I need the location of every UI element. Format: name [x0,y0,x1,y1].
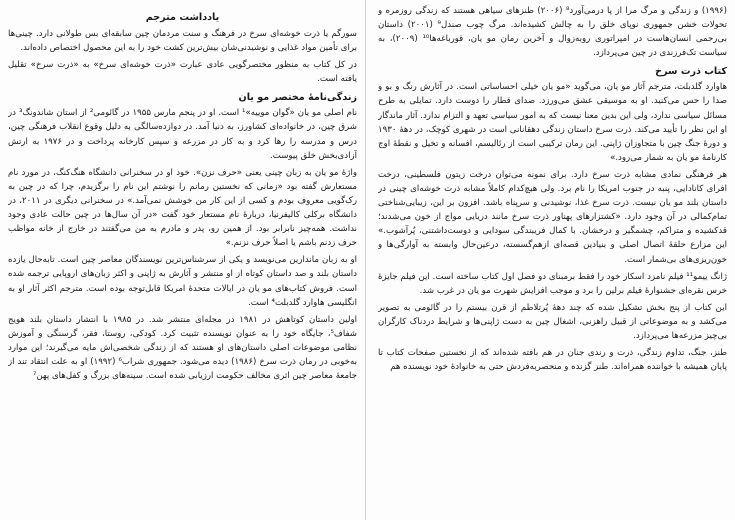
left-page [8,4,357,516]
biography-paragraph-1: نام اصلی مو یان «گوان موییه»¹ است. او در پنجم مارس ۱۹۵۵ در گائومی² از استان شاندونگ³ در شرق چین، در خانواده‌ای کشاورز، به دنیا آمد. در دوازده‌سالگی به دلیل وقوع انقلاب فرهنگی چین، درس و مدرسه را رها کرد و به کار در مزرعه و سپس کارخانه پرداخت و در ۱۹۷۶ به ارتش آزادی‌بخش خلق پیوست. [8,108,357,161]
continuation-paragraph: (۱۹۹۶) و زندگی و مرگ مرا از پا درمی‌آورد⁸ (۲۰۰۶) طنزهای سیاهی هستند که زندگی روزمره و تحولات خشن جمهوری نوپای خلق را به چالش کشیده‌اند. مرگ چوب صندل⁹ (۲۰۰۱) داستان بی‌رحمی انسان‌هاست در امپراتوری روبه‌زوال و آخرین رمان مو یان، قورباغه‌ها¹⁰ (۲۰۰۹)، به سیاست تک‌فرزندی در چین می‌پردازد. [378,6,727,59]
biography-paragraph-3: او به زبان ماندارین می‌نویسد و یکی از سرشناس‌ترین نویسندگان معاصر چین است. تابه‌حال یازده داستان بلند و صد داستان کوتاه از او منتشر و آثارش به ژاپنی و اکثر زبان‌های اروپایی ترجمه شده است. فروش کتاب‌های مو یان در ایالات متحدهٔ امریکا قابل‌توجه بوده است. مترجم اکثر آثار او به انگلیسی هاوارد گلدبلت⁴ است. [8,255,357,308]
translator-note-paragraph-2: در کل کتاب به منظور مختصرگویی عادی عبارت «ذرت خوشه‌ای سرخ» به «ذرت سرخ» تقلیل یافته است. [8,60,357,85]
red-sorghum-paragraph-4: این کتاب از پنج بخش تشکیل شده که چند دههٔ پُرتلاطم از قرن بیستم را در گائومی به تصویر می‌کشد و به موضوعاتی از قبیل راهزنی، اشغال چین به دست ژاپنی‌ها و شرایط دردناک کارگران بی‌چیز مزرعه‌ها می‌پردازد. [378,302,727,341]
red-sorghum-paragraph-5: طنز، جنگ، تداوم زندگی، ذرت و رندی جنان در هم بافته شده‌اند که از نخستین صفحات کتاب تا پایان همیشه با خواننده همراه‌اند. طنز گزنده و منحصربه‌فردش حتی به خانوادهٔ خود نویسنده هم [378,348,727,373]
red-sorghum-paragraph-3: ژانگ ییمو¹¹ فیلم نامزد اسکار خود را فقط برمبنای دو فصل اول کتاب ساخته است. این فیلم جایزهٔ خرس نقره‌ای جشنوارهٔ فیلم برلین را برد و موجب افزایش شهرت مو یان در غرب شد. [378,271,727,296]
biography-heading: زندگی‌نامهٔ مختصر مو یان [238,92,357,104]
red-sorghum-paragraph-2: هر فرهنگی نمادی مشابه ذرت سرخ دارد. برای نمونه می‌توان درخت زیتون فلسطینی، درخت افرای کانادایی، پنبه در جنوب امریکا را نام برد. ولی هیچ‌کدام کاملاً مشابه ذرت خوشه‌ای چینی در داستان بلند مو یان نیست. ذرت سرخ غذا، نوشیدنی و سرپناه باشد. افزون بر این، زیبایی‌شناختی تمام‌کمالی در آن وجود دارد. «کشتزارهای پهناور ذرت سرخ مانند دریایی مواج از خون می‌شدند؛ قدکشیده و متراکم، چشمگیر و درخشان. با کمال فریبندگی سودایی و دوست‌داشتنی، پُرآشوب.» این مزارع حلقهٔ اتصال اصلی و بنیادین قصه‌ای ازهم‌گسسته، درعین‌حال وابسته به آوارگی‌ها و خون‌ریزی‌های بی‌شمار است. [378,169,727,265]
biography-paragraph-4: اولین داستان کوتاهش در ۱۹۸۱ در مجله‌ای منتشر شد. در ۱۹۸۵ با انتشار داستان بلند هویج شفاف⁵، جایگاه خود را به عنوان نویسنده تثبیت کرد. کودکی، روستا، فقر، گرسنگی و آموزش نظامی موضوعات اصلی داستان‌های او هستند که از زندگی شخصی‌اش مایه می‌گیرند؛ این موارد به‌خوبی در رمان ذرت سرخ (۱۹۸۶) دیده می‌شود. جمهوری شراب⁶ (۱۹۹۲) او به علت انتقاد تند از جامعهٔ معاصر چین اثری مخالف حکومت ارزیابی شده است. سینه‌های بزرگ و کفل‌های پهن⁷ [8,314,357,382]
right-page [378,4,727,516]
translator-note-title: یادداشت مترجم [145,12,220,23]
translator-note-paragraph-1: سورگم یا ذرت خوشه‌ای سرخ در فرهنگ و سنت مردمان چین سابقه‌ای بس طولانی دارد. چینی‌ها برای تأمین مواد غذایی و نوشیدنی‌شان بیش‌ترین کشت خود را به این محصول اختصاص داده‌اند. [8,29,357,54]
red-sorghum-paragraph-1: هاوارد گلدبلت، مترجم آثار مو یان، می‌گوید «مو یان خیلی احساساتی است. در آثارش رنگ و بو و صدا را حس می‌کنید. او به موسیقی عشق می‌ورزد. صدای قطار را دوست دارد. تمایلی به طرح مسائل سیاسی ندارد، ولی این بدین معنا نیست که به امور سیاسی تعهد و التزام ندارد. آثار ماندگار او این نظر را تأیید می‌کند. ذرت سرخ داستان زندگی دهقانانی است در شهری کوچک، در دههٔ ۱۹۳۰ و دورهٔ جنگ چین با متجاوزان ژاپنی. این رمان ترکیبی است از رئالیسم، افسانه و تخیل و نقطهٔ اوج کارنامهٔ مو یان به شمار می‌رود.» [378,82,727,163]
red-sorghum-heading: کتاب ذرت سرخ [655,66,727,78]
page-gutter [365,0,366,520]
biography-paragraph-2: واژهٔ مو یان به زبان چینی یعنی «حرف نزن». خود او در سخنرانی دانشگاه هنگ‌کنگ، در مورد نام مستعارش گفته بود «زمانی که نخستین رمانم را نوشتم این نام را برگزیدم، چرا که در چین به رک‌گویی معروف بودم و کسی از این کار من خوشش نمی‌آمد.» در سخنرانی دیگری در ۲۰۱۱، در دانشگاه برکلی کالیفرنیا، دربارهٔ نام مستعار خود گفت «در آن سال‌ها در چین حالت عادی وجود نداشت. همه‌چیز نابرابر بود. از همین رو، پدر و مادرم به من می‌گفتند در خارج از خانه مواظب حرف زدنم باشم یا اصلاً حرف نزنم.» [8,167,357,249]
